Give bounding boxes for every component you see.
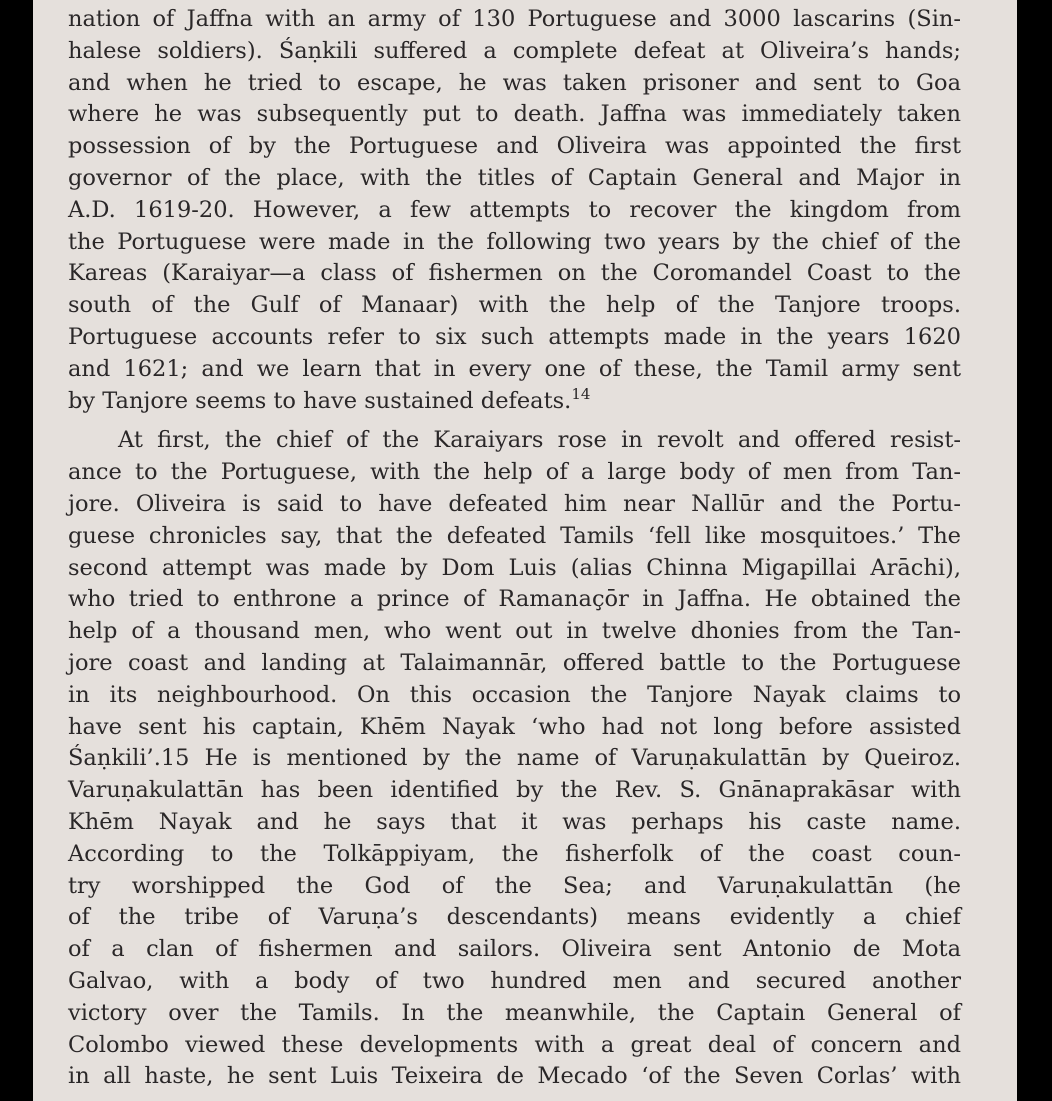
text-line: who tried to enthrone a prince of Ramanaçōr in Jaffna. He obtained the	[68, 586, 961, 613]
text-line-content: by Tanjore seems to have sustained defeats.	[68, 387, 572, 414]
book-page	[33, 0, 1017, 1101]
text-line: According to the Tolkāppiyam, the fisherfolk of the coast coun-	[68, 840, 961, 867]
text-line: have sent his captain, Khēm Nayak ‘who had not long before assisted	[68, 713, 961, 740]
text-line: in all haste, he sent Luis Teixeira de Mecado ‘of the Seven Corlas’ with	[68, 1063, 961, 1090]
text-line: jore coast and landing at Talaimannār, offered battle to the Portuguese	[68, 649, 961, 676]
text-line: Kareas (Karaiyar—a class of fishermen on the Coromandel Coast to the	[68, 260, 961, 287]
text-line: in its neighbourhood. On this occasion the Tanjore Nayak claims to	[68, 681, 961, 708]
text-line: where he was subsequently put to death. Jaffna was immediately taken	[68, 101, 961, 128]
text-line: south of the Gulf of Manaar) with the help of the Tanjore troops.	[68, 292, 961, 319]
text-line: At first, the chief of the Karaiyars rose in revolt and offered resist-	[118, 427, 961, 454]
text-line: Varuṇakulattān has been identified by the Rev. S. Gnānaprakāsar with	[68, 777, 961, 804]
paragraph-2	[68, 425, 961, 1093]
text-line: and 1621; and we learn that in every one of these, the Tamil army sent	[68, 355, 961, 382]
text-line: jore. Oliveira is said to have defeated him near Nallūr and the Portu-	[68, 490, 961, 517]
text-line: second attempt was made by Dom Luis (alias Chinna Migapillai Arāchi),	[68, 554, 961, 581]
text-line: victory over the Tamils. In the meanwhile, the Captain General of	[68, 999, 961, 1026]
text-line: nation of Jaffna with an army of 130 Portuguese and 3000 lascarins (Sin-	[68, 6, 961, 32]
body-text	[68, 4, 961, 1093]
text-line: of the tribe of Varuṇa’s descendants) means evidently a chief	[68, 904, 961, 931]
text-line: of a clan of fishermen and sailors. Oliveira sent Antonio de Mota	[68, 936, 961, 963]
text-line: Khēm Nayak and he says that it was perhaps his caste name.	[68, 808, 961, 835]
text-line	[68, 386, 961, 418]
text-line: and when he tried to escape, he was taken prisoner and sent to Goa	[68, 69, 961, 96]
text-line: Portuguese accounts refer to six such attempts made in the years 1620	[68, 323, 961, 350]
text-line: Śaṇkili’.15 He is mentioned by the name of Varuṇakulattān by Queiroz.	[68, 745, 961, 772]
text-line: try worshipped the God of the Sea; and Varuṇakulattān (he	[68, 872, 961, 899]
text-line: the Portuguese were made in the following two years by the chief of the	[68, 228, 961, 255]
text-line: governor of the place, with the titles of Captain General and Major in	[68, 164, 961, 191]
text-line: guese chronicles say, that the defeated Tamils ‘fell like mosquitoes.’ The	[68, 522, 961, 549]
paragraph-1	[68, 4, 961, 417]
text-line: help of a thousand men, who went out in twelve dhonies from the Tan-	[68, 618, 961, 645]
footnote-marker: 14	[571, 384, 591, 403]
text-line: ance to the Portuguese, with the help of a large body of men from Tan-	[68, 459, 961, 486]
text-line: Galvao, with a body of two hundred men and secured another	[68, 967, 961, 994]
text-line: halese soldiers). Śaṇkili suffered a complete defeat at Oliveira’s hands;	[68, 37, 961, 64]
text-line: possession of by the Portuguese and Oliveira was appointed the first	[68, 133, 961, 160]
text-line: Colombo viewed these developments with a great deal of concern and	[68, 1031, 961, 1058]
text-line: A.D. 1619-20. However, a few attempts to recover the kingdom from	[68, 196, 961, 223]
